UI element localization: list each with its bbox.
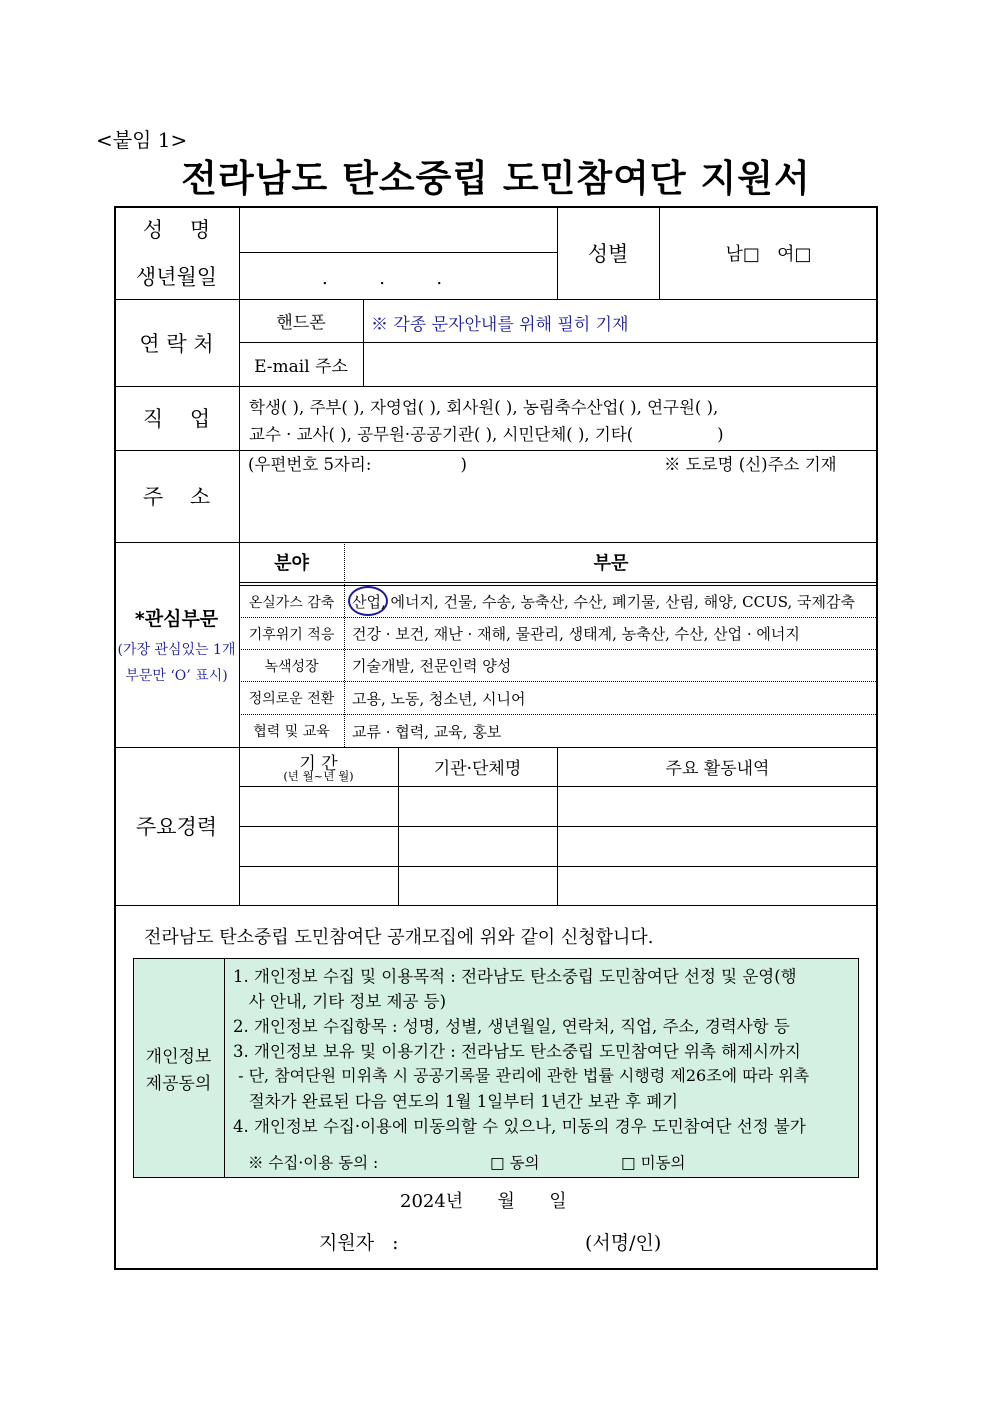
interest-label: *관심부문 <box>134 608 219 630</box>
birth-field[interactable]: . . . <box>322 268 443 289</box>
divider <box>114 905 878 906</box>
consent-line: - 단, 참여단원 미위촉 시 공공기록물 관리에 관한 법률 시행령 제26조에 따라 위촉 <box>233 1066 810 1085</box>
interest-sector[interactable]: 산업, 에너지, 건물, 수송, 농축산, 수산, 폐기물, 산림, 해양, CCUS, 국제감축 <box>352 593 855 611</box>
address-note: ※ 도로명 (신)주소 기재 <box>664 455 837 474</box>
disagree-checkbox[interactable]: □ 미동의 <box>621 1154 686 1172</box>
interest-sector[interactable]: 기술개발, 전문인력 양성 <box>352 657 512 675</box>
col-org-header: 기관·단체명 <box>433 759 522 779</box>
interest-field: 온실가스 감축 <box>248 594 335 611</box>
divider <box>224 958 225 1178</box>
col-sector-header: 부문 <box>593 553 629 574</box>
job-options-line1[interactable]: 학생( ), 주부( ), 자영업( ), 회사원( ), 농림축수산업( ), 연구원( ), <box>249 398 719 417</box>
page-title: 전라남도 탄소중립 도민참여단 지원서 <box>181 157 811 200</box>
applicant-label: 지원자 : <box>319 1232 399 1254</box>
name-label: 성 명 <box>142 218 211 242</box>
interest-sector[interactable]: 교류 · 협력, 교육, 홍보 <box>352 723 502 741</box>
gender-options[interactable]: 남□ 여□ <box>725 243 812 265</box>
birth-label: 생년월일 <box>135 264 218 289</box>
postcode-field[interactable]: (우편번호 5자리: ) <box>248 455 467 474</box>
consent-line: 사 안내, 기타 정보 제공 등) <box>233 992 447 1011</box>
gender-label: 성별 <box>587 241 629 266</box>
name-field[interactable] <box>239 206 557 252</box>
interest-field: 정의로운 전환 <box>248 691 335 707</box>
consent-line: 2. 개인정보 수집항목 : 성명, 성별, 생년월일, 연락처, 직업, 주소, 경력사항 등 <box>233 1017 790 1036</box>
interest-sector[interactable]: 고용, 노동, 청소년, 시니어 <box>352 690 526 708</box>
signature-label: (서명/인) <box>585 1232 662 1254</box>
consent-label-line2: 제공동의 <box>145 1074 212 1094</box>
divider <box>239 582 878 583</box>
consent-line: 4. 개인정보 수집·이용에 미동의할 수 있으나, 미동의 경우 도민참여단 선정 불가 <box>233 1117 806 1136</box>
divider <box>239 252 557 253</box>
job-label: 직 업 <box>142 407 211 431</box>
col-period-header: 기 간 <box>299 754 338 774</box>
date-line[interactable]: 2024년 월 일 <box>400 1191 567 1212</box>
phone-label: 핸드폰 <box>276 313 326 333</box>
consent-line: 3. 개인정보 보유 및 이용기간 : 전라남도 탄소중립 도민참여단 위촉 해제시까지 <box>233 1042 801 1061</box>
address-label: 주 소 <box>142 485 211 509</box>
attachment-label: <붙임 1> <box>96 128 188 152</box>
divider <box>239 786 878 787</box>
interest-field: 기후위기 적응 <box>248 626 335 643</box>
selection-circle <box>348 586 388 616</box>
consent-line: 1. 개인정보 수집 및 이용목적 : 전라남도 탄소중립 도민참여단 선정 및 운영(행 <box>233 967 797 986</box>
phone-note[interactable]: ※ 각종 문자안내를 위해 필히 기재 <box>371 315 629 335</box>
interest-field: 협력 및 교육 <box>253 724 330 740</box>
interest-field: 녹색성장 <box>264 658 319 675</box>
interest-note-line2: 부문만 ‘O’ 표시) <box>125 668 228 684</box>
career-label: 주요경력 <box>135 815 218 839</box>
agree-prompt: ※ 수집·이용 동의 : <box>248 1154 379 1172</box>
interest-sector[interactable]: 건강 · 보건, 재난 · 재해, 물관리, 생태계, 농축산, 수산, 산업 · 에너지 <box>352 625 800 643</box>
email-label: E-mail 주소 <box>254 356 348 377</box>
divider <box>239 866 878 867</box>
agree-checkbox[interactable]: □ 동의 <box>490 1154 540 1172</box>
contact-label: 연 락 처 <box>139 331 214 356</box>
col-activity-header: 주요 활동내역 <box>665 759 770 779</box>
col-field-header: 분야 <box>274 553 309 574</box>
declaration-text: 전라남도 탄소중립 도민참여단 공개모집에 위와 같이 신청합니다. <box>144 927 654 948</box>
divider <box>239 826 878 827</box>
consent-label-line1: 개인정보 <box>145 1047 212 1067</box>
job-options-line2[interactable]: 교수 · 교사( ), 공무원·공공기관( ), 시민단체( ), 기타( ) <box>249 425 724 444</box>
consent-line: 절차가 완료된 다음 연도의 1월 1일부터 1년간 보관 후 폐기 <box>233 1092 679 1111</box>
col-period-subheader: (년 월~년 월) <box>283 769 354 783</box>
interest-note-line1: (가장 관심있는 1개 <box>117 642 236 658</box>
email-field[interactable] <box>364 343 877 386</box>
